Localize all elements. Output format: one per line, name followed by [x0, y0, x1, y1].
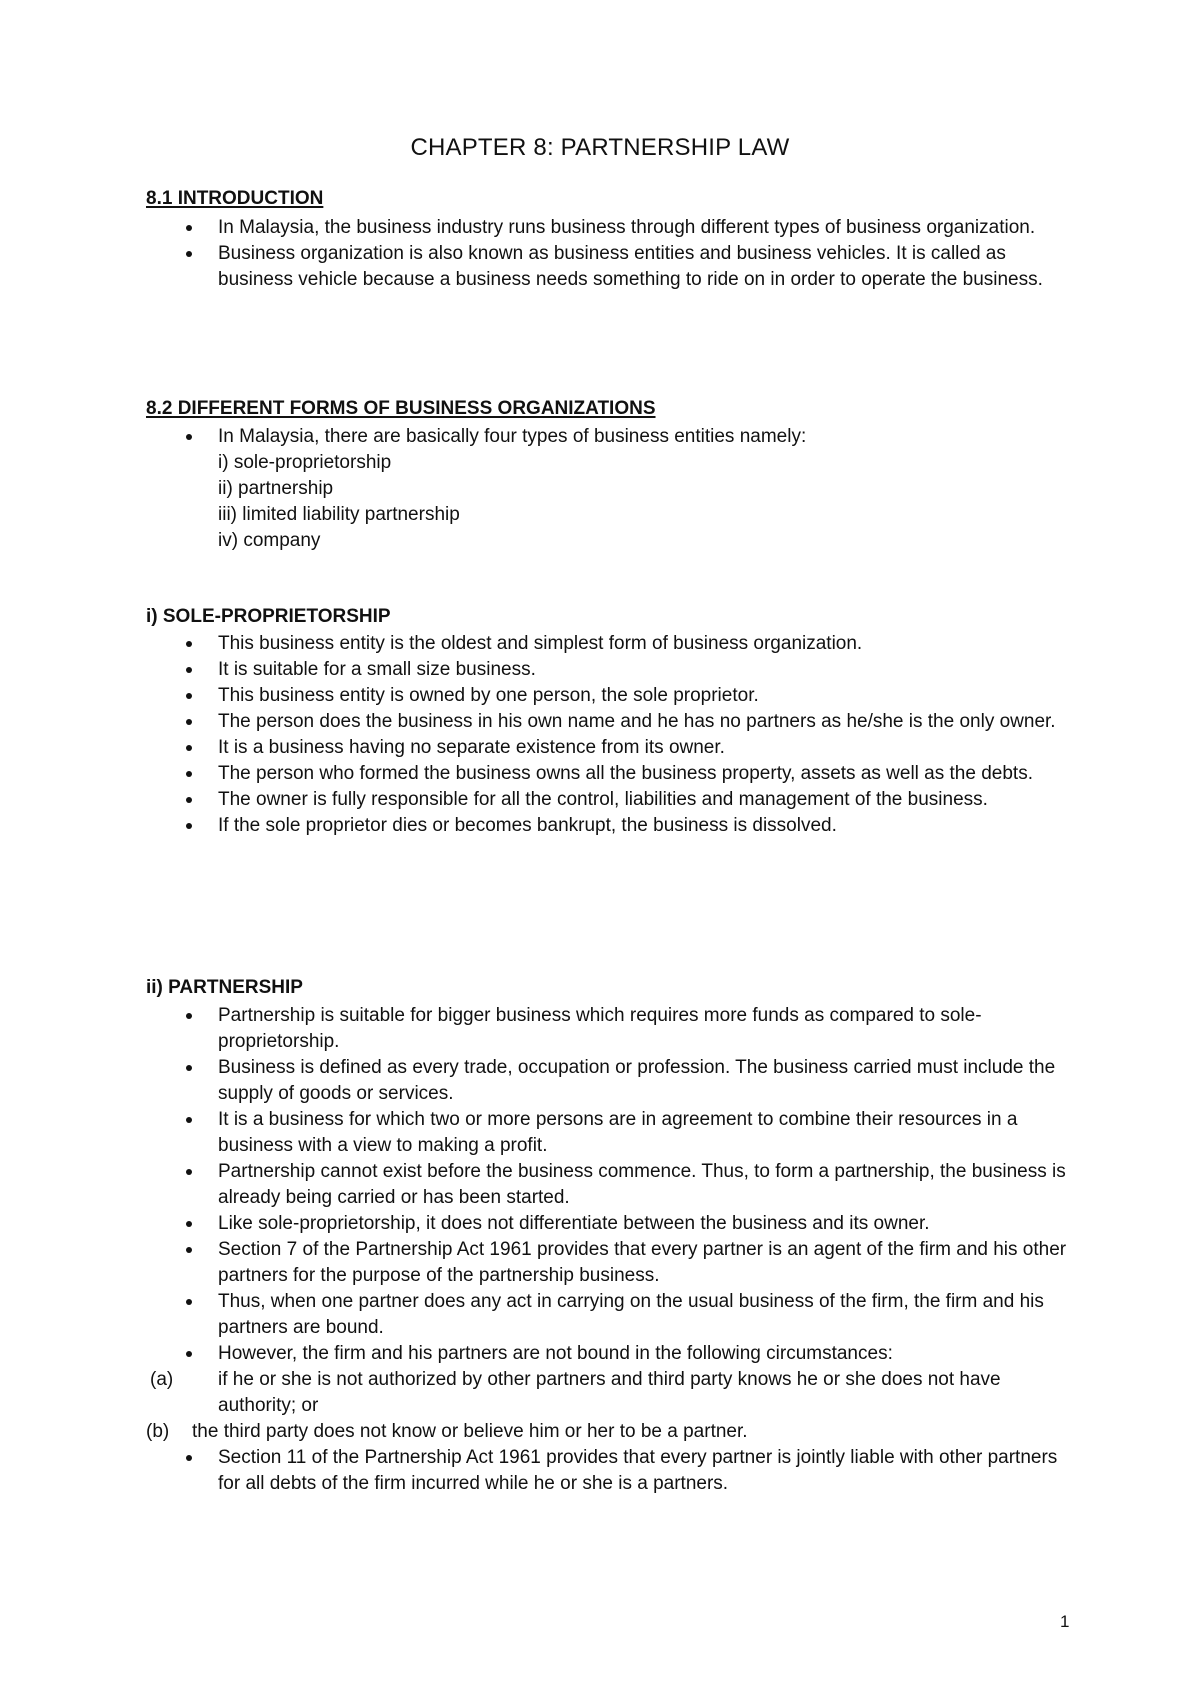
sole-proprietorship-list [146, 631, 1076, 839]
list-item: Section 11 of the Partnership Act 1961 provides that every partner is jointly liable with other partners for all debts of the firm incurred while he or she is a partners. [146, 1445, 1076, 1497]
page-number: 1 [1060, 1612, 1070, 1631]
list-item: The owner is fully responsible for all the control, liabilities and management of the business. [146, 787, 1076, 813]
bullet-icon [186, 1169, 192, 1175]
list-item: Partnership cannot exist before the business commence. Thus, to form a partnership, the business is already being carried or has been started. [146, 1159, 1076, 1211]
list-item: If the sole proprietor dies or becomes bankrupt, the business is dissolved. [146, 813, 1076, 839]
page-title: CHAPTER 8: PARTNERSHIP LAW [410, 134, 790, 161]
list-item: Partnership is suitable for bigger business which requires more funds as compared to sole-proprietorship. [146, 1003, 1076, 1055]
bullet-icon [186, 823, 192, 829]
partnership-list [146, 1003, 1076, 1367]
bullet-icon [186, 225, 192, 231]
list-item: It is a business having no separate existence from its owner. [146, 735, 1076, 761]
list-item: In Malaysia, the business industry runs business through different types of business organization. [146, 215, 1076, 241]
bullet-icon [186, 1455, 192, 1461]
list-item: The person does the business in his own name and he has no partners as he/she is the only owner. [146, 709, 1076, 735]
bullet-icon [186, 745, 192, 751]
list-item: However, the firm and his partners are not bound in the following circumstances: [146, 1341, 1076, 1367]
bullet-icon [186, 1221, 192, 1227]
list-item: In Malaysia, there are basically four types of business entities namely: [146, 424, 1076, 450]
circumstances-list [146, 1367, 1076, 1445]
circumstance-item [146, 1419, 1076, 1445]
list-item: This business entity is the oldest and simplest form of business organization. [146, 631, 1076, 657]
forms-list [146, 424, 1076, 450]
section-heading-forms: 8.2 DIFFERENT FORMS OF BUSINESS ORGANIZATIONS [146, 398, 656, 419]
section-heading-partnership: ii) PARTNERSHIP [146, 977, 303, 998]
bullet-icon [186, 797, 192, 803]
entity-type-item: i) sole-proprietorship [218, 452, 392, 473]
list-item: It is suitable for a small size business. [146, 657, 1076, 683]
circumstance-label: (b) [146, 1421, 170, 1442]
entity-types [218, 450, 460, 554]
bullet-icon [186, 434, 192, 440]
section-heading-introduction: 8.1 INTRODUCTION [146, 188, 324, 209]
circumstance-label: (a) [150, 1369, 174, 1390]
bullet-icon [186, 1247, 192, 1253]
list-item: This business entity is owned by one person, the sole proprietor. [146, 683, 1076, 709]
bullet-icon [186, 1013, 192, 1019]
list-item: The person who formed the business owns all the business property, assets as well as the debts. [146, 761, 1076, 787]
bullet-icon [186, 693, 192, 699]
list-item: Like sole-proprietorship, it does not differentiate between the business and its owner. [146, 1211, 1076, 1237]
entity-type-item: iii) limited liability partnership [218, 504, 460, 525]
bullet-icon [186, 1117, 192, 1123]
bullet-icon [186, 251, 192, 257]
section-heading-sole-proprietorship: i) SOLE-PROPRIETORSHIP [146, 606, 391, 627]
list-item: It is a business for which two or more persons are in agreement to combine their resources in a business with a view to making a profit. [146, 1107, 1076, 1159]
bullet-icon [186, 1351, 192, 1357]
bullet-icon [186, 667, 192, 673]
circumstance-text: the third party does not know or believe him or her to be a partner. [192, 1421, 748, 1442]
entity-type-item: ii) partnership [218, 478, 334, 499]
list-item: Business is defined as every trade, occupation or profession. The business carried must include the supply of goods or services. [146, 1055, 1076, 1107]
list-item: Business organization is also known as business entities and business vehicles. It is called as business vehicle because a business needs something to ride on in order to operate the business. [146, 241, 1076, 293]
bullet-icon [186, 1065, 192, 1071]
circumstance-text: if he or she is not authorized by other partners and third party knows he or she does not have authority; or [218, 1369, 1001, 1416]
introduction-list [146, 215, 1076, 293]
list-item: Section 7 of the Partnership Act 1961 provides that every partner is an agent of the firm and his other partners for the purpose of the partnership business. [146, 1237, 1076, 1289]
circumstance-item [146, 1367, 1076, 1419]
bullet-icon [186, 1299, 192, 1305]
bullet-icon [186, 771, 192, 777]
bullet-icon [186, 719, 192, 725]
entity-type-item: iv) company [218, 530, 321, 551]
bullet-icon [186, 641, 192, 647]
partnership-list-continued [146, 1445, 1076, 1497]
list-item: Thus, when one partner does any act in carrying on the usual business of the firm, the firm and his partners are bound. [146, 1289, 1076, 1341]
